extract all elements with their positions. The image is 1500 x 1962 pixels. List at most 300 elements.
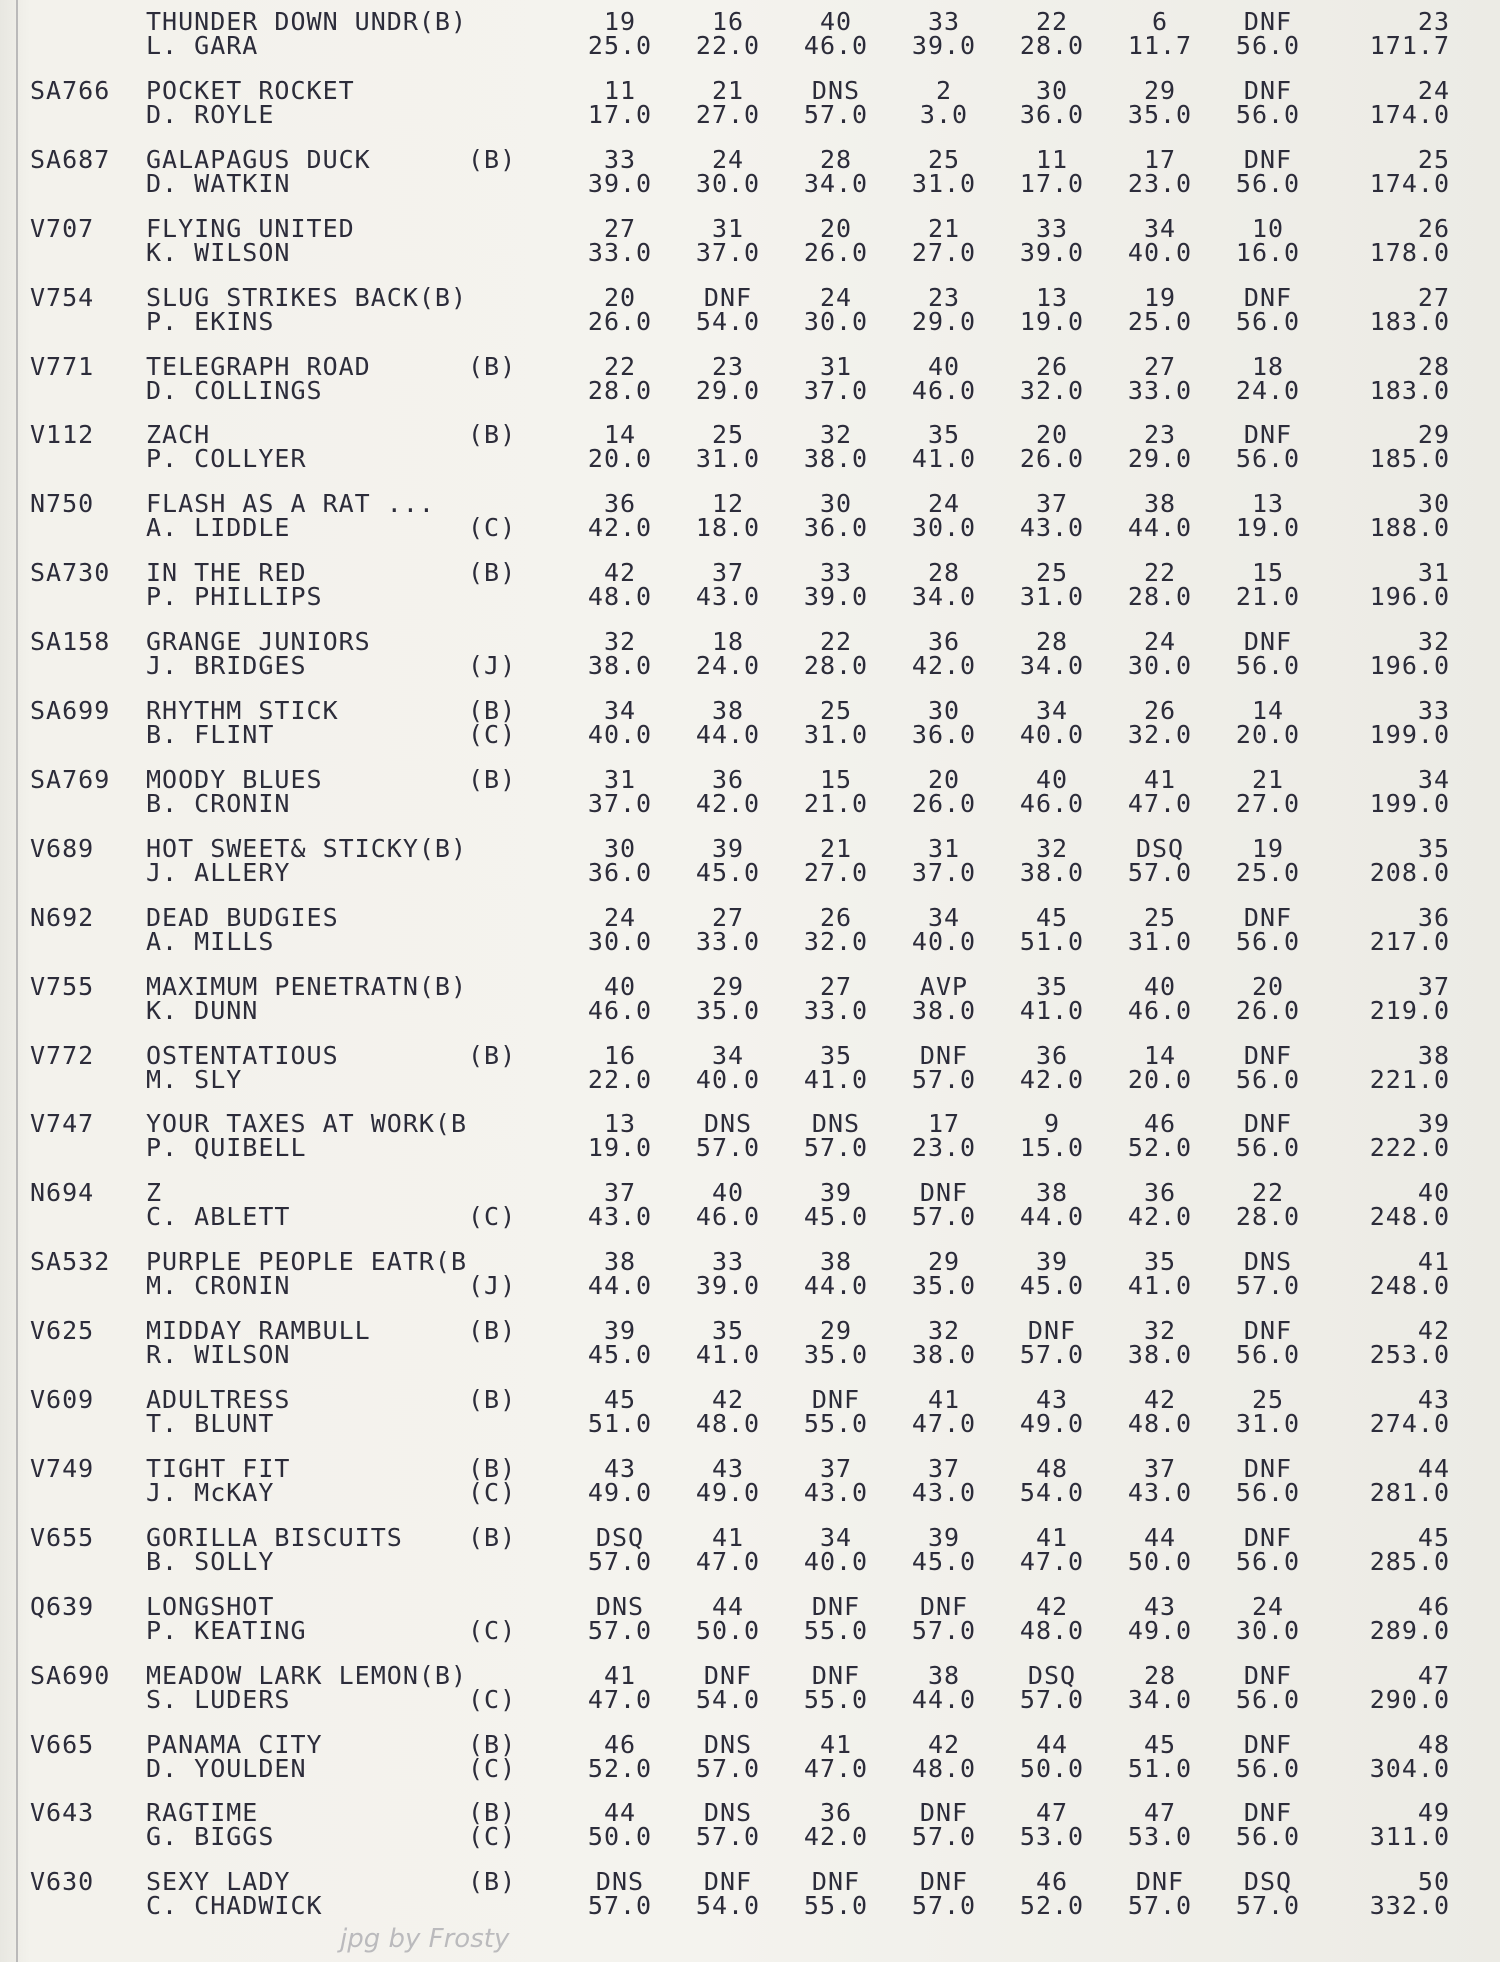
race-position: 38 <box>603 1247 637 1277</box>
result-row <box>0 1868 1500 1936</box>
race-points: 34.0 <box>1019 651 1085 681</box>
race-position: 10 <box>1251 213 1285 243</box>
race-points: 51.0 <box>1127 1753 1193 1783</box>
race-points: 54.0 <box>1019 1477 1085 1507</box>
sail-number: SA730 <box>30 558 111 588</box>
race-points: 22.0 <box>587 1064 653 1094</box>
race-position: 42 <box>711 1385 745 1414</box>
race-points: 46.0 <box>1019 788 1085 818</box>
total-points: 196.0 <box>1369 582 1450 612</box>
race-points: 38.0 <box>1127 1340 1193 1370</box>
race-position: 24 <box>711 144 745 174</box>
race-position: DNF <box>811 1660 861 1690</box>
race-points: 35.0 <box>695 995 761 1025</box>
race-points: 42.0 <box>695 788 761 818</box>
skipper-name: L. GARA <box>146 31 259 60</box>
sail-number: SA532 <box>30 1247 111 1277</box>
result-row <box>0 904 1500 972</box>
race-position: DNS <box>703 1729 753 1759</box>
race-points: 31.0 <box>1019 582 1085 612</box>
result-row <box>0 1386 1500 1454</box>
race-points: 22.0 <box>695 31 761 60</box>
race-position: DNS <box>703 1798 753 1828</box>
skipper-name: M. SLY <box>146 1064 243 1094</box>
boat-name: TIGHT FIT <box>146 1453 291 1483</box>
race-position: 15 <box>1251 558 1285 588</box>
total-points: 289.0 <box>1369 1615 1450 1645</box>
race-position: DNF <box>1243 1453 1293 1483</box>
race-points: 57.0 <box>695 1822 761 1852</box>
race-points: 23.0 <box>911 1133 977 1163</box>
skipper-name: S. LUDERS <box>146 1684 291 1714</box>
overall-position: 25 <box>1417 144 1450 174</box>
class-code: (B) <box>468 1040 517 1070</box>
overall-position: 23 <box>1417 7 1450 36</box>
skipper-name: B. CRONIN <box>146 788 291 818</box>
race-points: 56.0 <box>1235 168 1301 198</box>
skipper-name: D. ROYLE <box>146 99 275 129</box>
race-position: 31 <box>603 764 637 794</box>
race-points: 40.0 <box>587 720 653 749</box>
race-points: 17.0 <box>587 99 653 129</box>
race-points: 21.0 <box>803 788 869 818</box>
boat-name: GALAPAGUS DUCK <box>146 144 371 174</box>
race-points: 56.0 <box>1235 99 1301 129</box>
overall-position: 41 <box>1417 1247 1450 1277</box>
race-position: 44 <box>1035 1729 1069 1759</box>
total-points: 188.0 <box>1369 513 1450 543</box>
race-points: 11.7 <box>1127 31 1193 60</box>
race-position: DNF <box>919 1178 969 1208</box>
race-position: 36 <box>711 764 745 794</box>
race-points: 56.0 <box>1235 1822 1301 1852</box>
race-position: 21 <box>711 75 745 105</box>
race-position: 38 <box>1143 489 1177 519</box>
watermark: jpg by Frosty <box>340 1924 510 1954</box>
race-position: 25 <box>927 144 961 174</box>
race-points: 48.0 <box>1019 1615 1085 1645</box>
race-points: 24.0 <box>695 651 761 681</box>
race-position: 11 <box>603 75 637 105</box>
race-position: 29 <box>711 971 745 1001</box>
overall-position: 44 <box>1417 1453 1450 1483</box>
class-code: (B) <box>468 558 517 588</box>
skipper-name: T. BLUNT <box>146 1409 275 1438</box>
overall-position: 49 <box>1417 1798 1450 1828</box>
sail-number: V112 <box>30 420 95 450</box>
result-row <box>0 1317 1500 1385</box>
race-position: DNF <box>703 1660 753 1690</box>
race-position: 46 <box>603 1729 637 1759</box>
race-position: 19 <box>1143 282 1177 312</box>
overall-position: 47 <box>1417 1660 1450 1690</box>
race-position: 22 <box>1035 7 1069 36</box>
overall-position: 36 <box>1417 902 1450 932</box>
race-points: 21.0 <box>1235 582 1301 612</box>
race-position: 42 <box>1035 1591 1069 1621</box>
race-position: 46 <box>1035 1867 1069 1897</box>
race-points: 32.0 <box>1127 720 1193 749</box>
overall-position: 30 <box>1417 489 1450 519</box>
race-position: DNS <box>811 1109 861 1139</box>
result-row <box>0 628 1500 696</box>
race-position: 13 <box>1035 282 1069 312</box>
result-row <box>0 1110 1500 1178</box>
race-points: 43.0 <box>911 1477 977 1507</box>
race-position: 2 <box>935 75 953 105</box>
race-position: 26 <box>1035 351 1069 381</box>
race-position: 32 <box>1035 833 1069 863</box>
race-points: 57.0 <box>1127 857 1193 887</box>
sail-number: Q639 <box>30 1591 95 1621</box>
race-position: DNF <box>811 1591 861 1621</box>
race-position: 34 <box>1035 696 1069 725</box>
race-points: 47.0 <box>1019 1546 1085 1576</box>
race-points: 34.0 <box>911 582 977 612</box>
overall-position: 32 <box>1417 627 1450 657</box>
race-points: 48.0 <box>1127 1409 1193 1438</box>
class-code-secondary: (C) <box>468 513 517 543</box>
race-position: 35 <box>1035 971 1069 1001</box>
race-position: 38 <box>927 1660 961 1690</box>
race-position: 29 <box>819 1316 853 1346</box>
skipper-name: P. PHILLIPS <box>146 582 323 612</box>
boat-name: MOODY BLUES <box>146 764 323 794</box>
race-points: 37.0 <box>803 375 869 405</box>
result-row <box>0 421 1500 489</box>
race-points: 46.0 <box>1127 995 1193 1025</box>
sail-number: SA687 <box>30 144 111 174</box>
race-points: 52.0 <box>1127 1133 1193 1163</box>
race-position: 25 <box>1143 902 1177 932</box>
race-position: 25 <box>819 696 853 725</box>
race-points: 28.0 <box>1235 1202 1301 1232</box>
race-points: 19.0 <box>1019 306 1085 336</box>
total-points: 185.0 <box>1369 444 1450 474</box>
race-points: 41.0 <box>1127 1271 1193 1301</box>
race-points: 46.0 <box>803 31 869 60</box>
race-points: 46.0 <box>911 375 977 405</box>
race-points: 49.0 <box>1019 1409 1085 1438</box>
race-points: 50.0 <box>587 1822 653 1852</box>
skipper-name: J. McKAY <box>146 1477 275 1507</box>
race-position: 20 <box>1251 971 1285 1001</box>
race-points: 36.0 <box>1019 99 1085 129</box>
race-position: 20 <box>603 282 637 312</box>
overall-position: 50 <box>1417 1867 1450 1897</box>
race-position: DNF <box>1243 1660 1293 1690</box>
race-points: 35.0 <box>911 1271 977 1301</box>
race-position: 37 <box>603 1178 637 1208</box>
race-points: 49.0 <box>695 1477 761 1507</box>
class-code-secondary: (C) <box>468 720 517 749</box>
total-points: 171.7 <box>1369 31 1450 60</box>
overall-position: 27 <box>1417 282 1450 312</box>
race-position: 14 <box>1143 1040 1177 1070</box>
boat-name: MIDDAY RAMBULL <box>146 1316 371 1346</box>
sail-number: V771 <box>30 351 95 381</box>
sail-number: V665 <box>30 1729 95 1759</box>
overall-position: 35 <box>1417 833 1450 863</box>
skipper-name: A. MILLS <box>146 926 275 956</box>
race-position: 17 <box>1143 144 1177 174</box>
total-points: 274.0 <box>1369 1409 1450 1438</box>
race-points: 36.0 <box>911 720 977 749</box>
race-points: 23.0 <box>1127 168 1193 198</box>
skipper-name: R. WILSON <box>146 1340 291 1370</box>
race-position: 18 <box>711 627 745 657</box>
race-points: 57.0 <box>911 1615 977 1645</box>
skipper-name: K. WILSON <box>146 237 291 267</box>
race-position: 27 <box>819 971 853 1001</box>
race-points: 16.0 <box>1235 237 1301 267</box>
boat-name: MAXIMUM PENETRATN(B) <box>146 971 468 1001</box>
boat-name: RAGTIME <box>146 1798 259 1828</box>
race-points: 45.0 <box>695 857 761 887</box>
result-row <box>0 1248 1500 1316</box>
race-position: 25 <box>1251 1385 1285 1414</box>
race-points: 27.0 <box>911 237 977 267</box>
sail-number: V772 <box>30 1040 95 1070</box>
boat-name: MEADOW LARK LEMON(B) <box>146 1660 468 1690</box>
race-points: 44.0 <box>695 720 761 749</box>
race-position: 6 <box>1151 7 1169 36</box>
race-points: 31.0 <box>1127 926 1193 956</box>
race-position: DNF <box>919 1867 969 1897</box>
race-position: DNF <box>1243 7 1293 36</box>
overall-position: 29 <box>1417 420 1450 450</box>
race-position: 33 <box>819 558 853 588</box>
race-position: 28 <box>819 144 853 174</box>
total-points: 222.0 <box>1369 1133 1450 1163</box>
race-position: 18 <box>1251 351 1285 381</box>
race-position: AVP <box>919 971 969 1001</box>
sail-number: N750 <box>30 489 95 519</box>
race-points: 57.0 <box>803 99 869 129</box>
skipper-name: M. CRONIN <box>146 1271 291 1301</box>
race-position: DNF <box>1243 1522 1293 1552</box>
sail-number: SA769 <box>30 764 111 794</box>
race-position: 40 <box>711 1178 745 1208</box>
race-position: 24 <box>927 489 961 519</box>
race-points: 42.0 <box>1019 1064 1085 1094</box>
race-points: 32.0 <box>1019 375 1085 405</box>
boat-name: HOT SWEET& STICKY(B) <box>146 833 468 863</box>
race-points: 47.0 <box>587 1684 653 1714</box>
race-position: 42 <box>927 1729 961 1759</box>
race-points: 44.0 <box>587 1271 653 1301</box>
total-points: 281.0 <box>1369 1477 1450 1507</box>
race-position: DNF <box>703 1867 753 1897</box>
boat-name: TELEGRAPH ROAD <box>146 351 371 381</box>
race-points: 41.0 <box>1019 995 1085 1025</box>
race-points: 41.0 <box>695 1340 761 1370</box>
result-row <box>0 559 1500 627</box>
race-position: DNF <box>1243 1729 1293 1759</box>
race-position: 19 <box>603 7 637 36</box>
race-points: 35.0 <box>1127 99 1193 129</box>
total-points: 304.0 <box>1369 1753 1450 1783</box>
class-code-secondary: (C) <box>468 1822 517 1852</box>
race-position: 40 <box>819 7 853 36</box>
race-points: 20.0 <box>587 444 653 474</box>
boat-name: YOUR TAXES AT WORK(B <box>146 1109 468 1139</box>
race-points: 35.0 <box>803 1340 869 1370</box>
race-points: 37.0 <box>911 857 977 887</box>
race-points: 38.0 <box>911 1340 977 1370</box>
race-position: DNF <box>1243 282 1293 312</box>
overall-position: 45 <box>1417 1522 1450 1552</box>
boat-name: DEAD BUDGIES <box>146 902 339 932</box>
race-points: 41.0 <box>911 444 977 474</box>
race-position: 24 <box>1251 1591 1285 1621</box>
race-points: 17.0 <box>1019 168 1085 198</box>
race-points: 30.0 <box>803 306 869 336</box>
race-points: 53.0 <box>1019 1822 1085 1852</box>
race-points: 50.0 <box>695 1615 761 1645</box>
total-points: 248.0 <box>1369 1271 1450 1301</box>
race-points: 45.0 <box>803 1202 869 1232</box>
race-position: DNS <box>703 1109 753 1139</box>
result-row <box>0 8 1500 76</box>
race-points: 45.0 <box>587 1340 653 1370</box>
race-position: 41 <box>927 1385 961 1414</box>
total-points: 311.0 <box>1369 1822 1450 1852</box>
race-points: 44.0 <box>803 1271 869 1301</box>
race-points: 34.0 <box>1127 1684 1193 1714</box>
skipper-name: C. CHADWICK <box>146 1891 323 1921</box>
skipper-name: J. BRIDGES <box>146 651 307 681</box>
race-position: 27 <box>711 902 745 932</box>
race-points: 49.0 <box>587 1477 653 1507</box>
boat-name: FLASH AS A RAT ... <box>146 489 435 519</box>
race-points: 57.0 <box>1019 1684 1085 1714</box>
race-points: 45.0 <box>1019 1271 1085 1301</box>
result-row <box>0 353 1500 421</box>
race-position: 36 <box>1035 1040 1069 1070</box>
boat-name: ADULTRESS <box>146 1385 291 1414</box>
race-position: 44 <box>1143 1522 1177 1552</box>
result-row <box>0 1593 1500 1661</box>
race-position: 26 <box>1143 696 1177 725</box>
race-position: 31 <box>711 213 745 243</box>
race-points: 20.0 <box>1127 1064 1193 1094</box>
race-points: 26.0 <box>911 788 977 818</box>
race-points: 47.0 <box>803 1753 869 1783</box>
race-points: 40.0 <box>695 1064 761 1094</box>
skipper-name: B. FLINT <box>146 720 275 749</box>
race-points: 51.0 <box>1019 926 1085 956</box>
race-position: 40 <box>927 351 961 381</box>
race-points: 30.0 <box>695 168 761 198</box>
race-points: 57.0 <box>1235 1271 1301 1301</box>
skipper-name: B. SOLLY <box>146 1546 275 1576</box>
race-position: 28 <box>1035 627 1069 657</box>
boat-name: PANAMA CITY <box>146 1729 323 1759</box>
race-position: 41 <box>1143 764 1177 794</box>
result-row <box>0 77 1500 145</box>
race-points: 55.0 <box>803 1615 869 1645</box>
race-points: 20.0 <box>1235 720 1301 749</box>
race-points: 57.0 <box>1019 1340 1085 1370</box>
race-points: 56.0 <box>1235 1340 1301 1370</box>
sail-number: SA158 <box>30 627 111 657</box>
sail-number: SA699 <box>30 696 111 725</box>
result-row <box>0 1662 1500 1730</box>
race-points: 44.0 <box>1127 513 1193 543</box>
race-position: 33 <box>603 144 637 174</box>
overall-position: 40 <box>1417 1178 1450 1208</box>
race-points: 57.0 <box>911 1822 977 1852</box>
result-row <box>0 284 1500 352</box>
result-row <box>0 1799 1500 1867</box>
total-points: 199.0 <box>1369 720 1450 749</box>
race-points: 31.0 <box>911 168 977 198</box>
race-position: 38 <box>711 696 745 725</box>
result-row <box>0 697 1500 765</box>
race-points: 46.0 <box>587 995 653 1025</box>
race-position: 23 <box>711 351 745 381</box>
sail-number: SA690 <box>30 1660 111 1690</box>
sail-number: N694 <box>30 1178 95 1208</box>
race-position: DNF <box>1135 1867 1185 1897</box>
race-points: 25.0 <box>1235 857 1301 887</box>
total-points: 253.0 <box>1369 1340 1450 1370</box>
race-points: 47.0 <box>911 1409 977 1438</box>
race-position: 17 <box>927 1109 961 1139</box>
total-points: 199.0 <box>1369 788 1450 818</box>
overall-position: 38 <box>1417 1040 1450 1070</box>
race-points: 54.0 <box>695 306 761 336</box>
race-points: 52.0 <box>1019 1891 1085 1921</box>
race-points: 57.0 <box>911 1202 977 1232</box>
race-position: DNF <box>919 1040 969 1070</box>
sail-number: V609 <box>30 1385 95 1414</box>
race-points: 43.0 <box>1019 513 1085 543</box>
sail-number: V749 <box>30 1453 95 1483</box>
overall-position: 43 <box>1417 1385 1450 1414</box>
race-position: 39 <box>711 833 745 863</box>
race-points: 27.0 <box>1235 788 1301 818</box>
race-position: DNF <box>1243 1109 1293 1139</box>
total-points: 174.0 <box>1369 99 1450 129</box>
race-position: DSQ <box>1243 1867 1293 1897</box>
class-code: (B) <box>468 144 517 174</box>
race-points: 48.0 <box>695 1409 761 1438</box>
race-position: 11 <box>1035 144 1069 174</box>
total-points: 219.0 <box>1369 995 1450 1025</box>
skipper-name: P. KEATING <box>146 1615 307 1645</box>
race-position: 37 <box>1035 489 1069 519</box>
race-position: 33 <box>927 7 961 36</box>
race-points: 56.0 <box>1235 31 1301 60</box>
race-points: 52.0 <box>587 1753 653 1783</box>
race-points: 30.0 <box>1235 1615 1301 1645</box>
race-points: 47.0 <box>695 1546 761 1576</box>
race-points: 29.0 <box>911 306 977 336</box>
race-position: 36 <box>603 489 637 519</box>
race-points: 26.0 <box>1019 444 1085 474</box>
race-position: 23 <box>927 282 961 312</box>
race-position: 22 <box>1251 1178 1285 1208</box>
race-points: 57.0 <box>695 1133 761 1163</box>
race-position: 41 <box>1035 1522 1069 1552</box>
race-position: 28 <box>927 558 961 588</box>
result-row <box>0 1042 1500 1110</box>
total-points: 217.0 <box>1369 926 1450 956</box>
total-points: 183.0 <box>1369 306 1450 336</box>
skipper-name: J. ALLERY <box>146 857 291 887</box>
